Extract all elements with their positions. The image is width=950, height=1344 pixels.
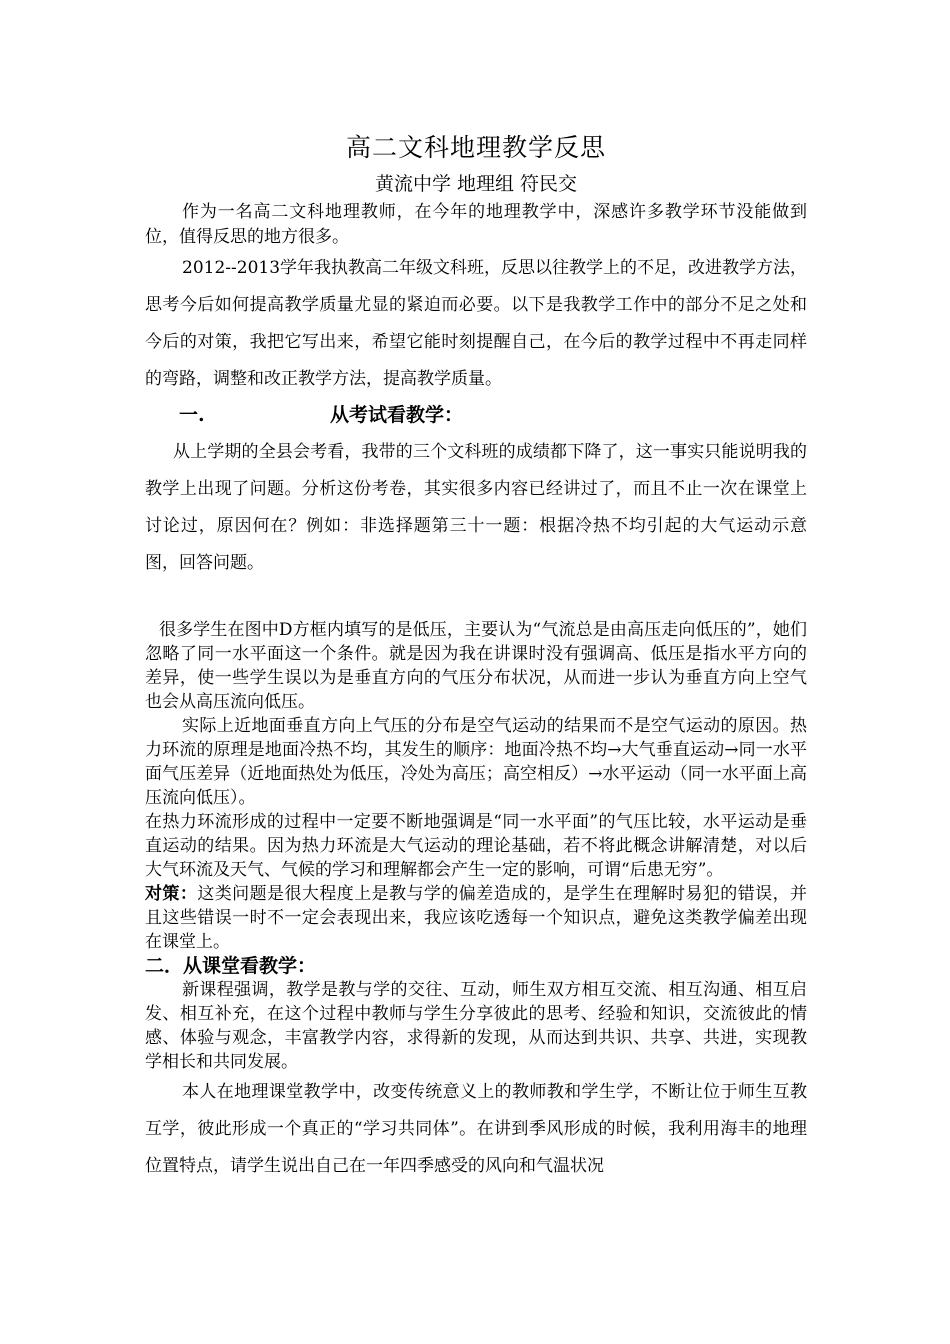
intro-paragraph-2: 2012--2013学年我执教高二年级文科班，反思以往教学上的不足，改进教学方法，思考今后如何提高教学质量尤显的紧迫而必要。以下是我教学工作中的部分不足之处和今后的对策，我把它写出来，希望它能时刻提醒自己，在今后的教学过程中不再走同样的弯路，调整和改正教学方法，提高教学质量。: [145, 258, 808, 389]
section-2-paragraph-2: 本人在地理课堂教学中，改变传统意义上的教师教和学生学，不断让位于师生互教互学，彼此形成一个真正的“学习共同体”。在讲到季风形成的时候，我利用海丰的地理位置特点，请学生说出自己在一年四季感受的风向和气温状况: [145, 1082, 807, 1176]
document-author: 黄流中学 地理组 符民交: [374, 173, 578, 195]
section-1-title: 从考试看教学：: [330, 404, 464, 426]
intro-paragraph-1: 作为一名高二文科地理教师，在今年的地理教学中，深感许多教学环节没能做到位，值得反思的地方很多。: [145, 202, 807, 247]
section-1-paragraph-2: 很多学生在图中D方框内填写的是低压，主要认为“气流总是由高压走向低压的”，她们忽略了同一水平面这一个条件。就是因为我在讲课时没有强调高、低压是指水平方向的差异，使一些学生误以为是垂直方向的气压分布状况，从而进一步认为垂直方向上空气也会从高压流向低压。: [145, 620, 807, 712]
section-2-paragraph-1: 新课程强调，教学是教与学的交往、互动，师生双方相互交流、相互沟通、相互启发、相互补充，在这个过程中教师与学生分享彼此的思考、经验和知识，交流彼此的情感、体验与观念，丰富教学内容，求得新的发现，从而达到共识、共享、共进，实现教学相长和共同发展。: [145, 980, 807, 1072]
section-1-paragraph-1: 从上学期的全县会考看，我带的三个文科班的成绩都下降了，这一事实只能说明我的教学上出现了问题。分析这份考卷，其实很多内容已经讲过了，而且不止一次在课堂上讨论过，原因何在？例如：非选择题第三十一题：根据冷热不均引起的大气运动示意图，回答问题。: [145, 442, 807, 573]
section-1-paragraph-3: 实际上近地面垂直方向上气压的分布是空气运动的结果而不是空气运动的原因。热力环流的原理是地面冷热不均，其发生的顺序：地面冷热不均→大气垂直运动→同一水平面气压差异（近地面热处为低压，冷处为高压；高空相反）→水平运动（同一水平面上高压流向低压）。: [145, 716, 807, 808]
document-page: [145, 128, 807, 1185]
countermeasure-text: 这类问题是很大程度上是教与学的偏差造成的，是学生在理解时易犯的错误，并且这些错误一时不一定会表现出来，我应该吃透每一个知识点，避免这类教学偏差出现在课堂上。: [145, 884, 808, 952]
countermeasure-label: 对策：: [145, 884, 198, 904]
figure-gap: [145, 582, 807, 618]
section-1-heading: [145, 400, 807, 430]
countermeasure-paragraph: [145, 882, 807, 954]
section-1-number: 一.: [179, 404, 205, 426]
section-1-paragraph-4: 在热力环流形成的过程中一定要不断地强调是“同一水平面”的气压比较，水平运动是垂直运动的结果。因为热力环流是大气运动的理论基础，若不将此概念讲解清楚，对以后大气环流及天气、气候的学习和理解都会产生一定的影响，可谓“后患无穷”。: [145, 812, 807, 880]
section-2-heading: 二．从课堂看教学：: [145, 955, 317, 977]
document-title: 高二文科地理教学反思: [345, 133, 606, 162]
